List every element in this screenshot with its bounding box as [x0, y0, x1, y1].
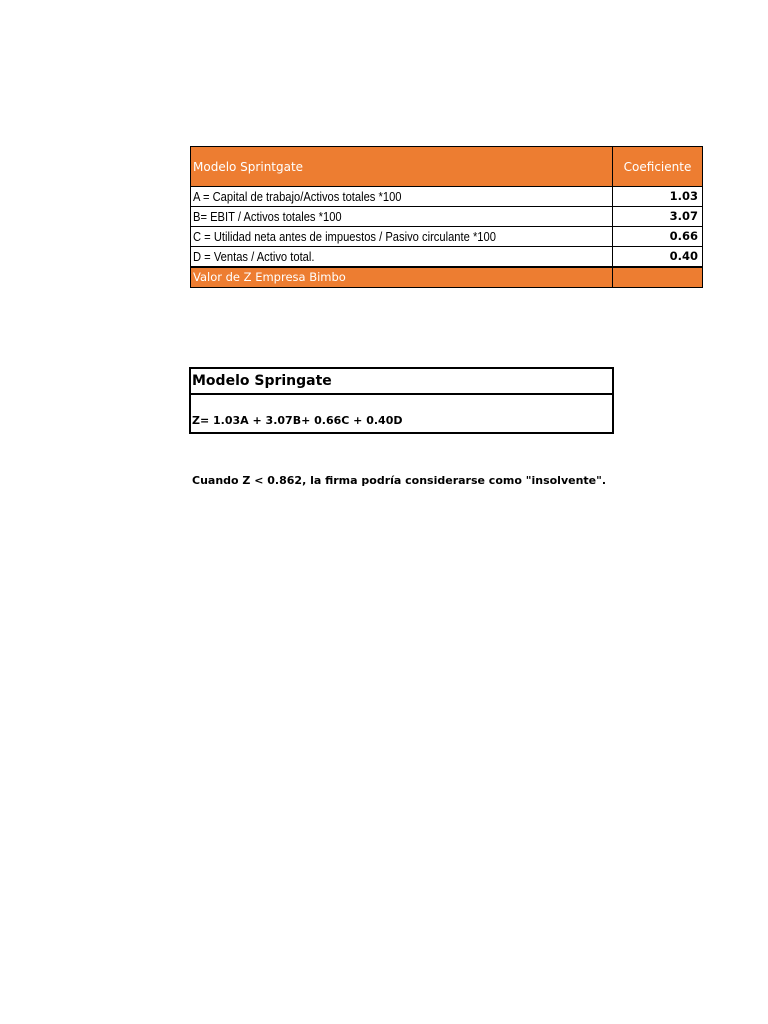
row-label-d-text: D = Ventas / Activo total.: [193, 249, 315, 264]
z-value-cell: [613, 267, 703, 287]
row-label-c-text: C = Utilidad neta antes de impuestos / Pasivo circulante *100: [193, 229, 496, 244]
table-row: [191, 207, 703, 227]
row-label-a: [191, 187, 613, 207]
table-footer-row: [191, 267, 703, 287]
row-label-c: [191, 227, 613, 247]
formula-title: Modelo Springate: [191, 369, 612, 395]
z-value-label: Valor de Z Empresa Bimbo: [191, 267, 613, 287]
row-value-b: 3.07: [613, 207, 703, 227]
table-row: [191, 247, 703, 268]
row-label-b-text: B= EBIT / Activos totales *100: [193, 209, 342, 224]
springate-coefficient-table: [190, 146, 703, 288]
table-row: [191, 187, 703, 207]
row-label-d: [191, 247, 613, 268]
table-header-row: [191, 147, 703, 187]
formula-equation: Z= 1.03A + 3.07B+ 0.66C + 0.40D: [192, 414, 403, 427]
row-value-c: 0.66: [613, 227, 703, 247]
table-row: [191, 227, 703, 247]
table-header-title: Modelo Sprintgate: [191, 147, 613, 187]
table-header-coefficient: Coeficiente: [613, 147, 703, 187]
insolvency-note: Cuando Z < 0.862, la firma podría considerarse como "insolvente".: [192, 474, 607, 487]
row-label-b: [191, 207, 613, 227]
formula-box: [189, 367, 614, 434]
row-label-a-text: A = Capital de trabajo/Activos totales *100: [193, 189, 402, 204]
row-value-d: 0.40: [613, 247, 703, 268]
row-value-a: 1.03: [613, 187, 703, 207]
